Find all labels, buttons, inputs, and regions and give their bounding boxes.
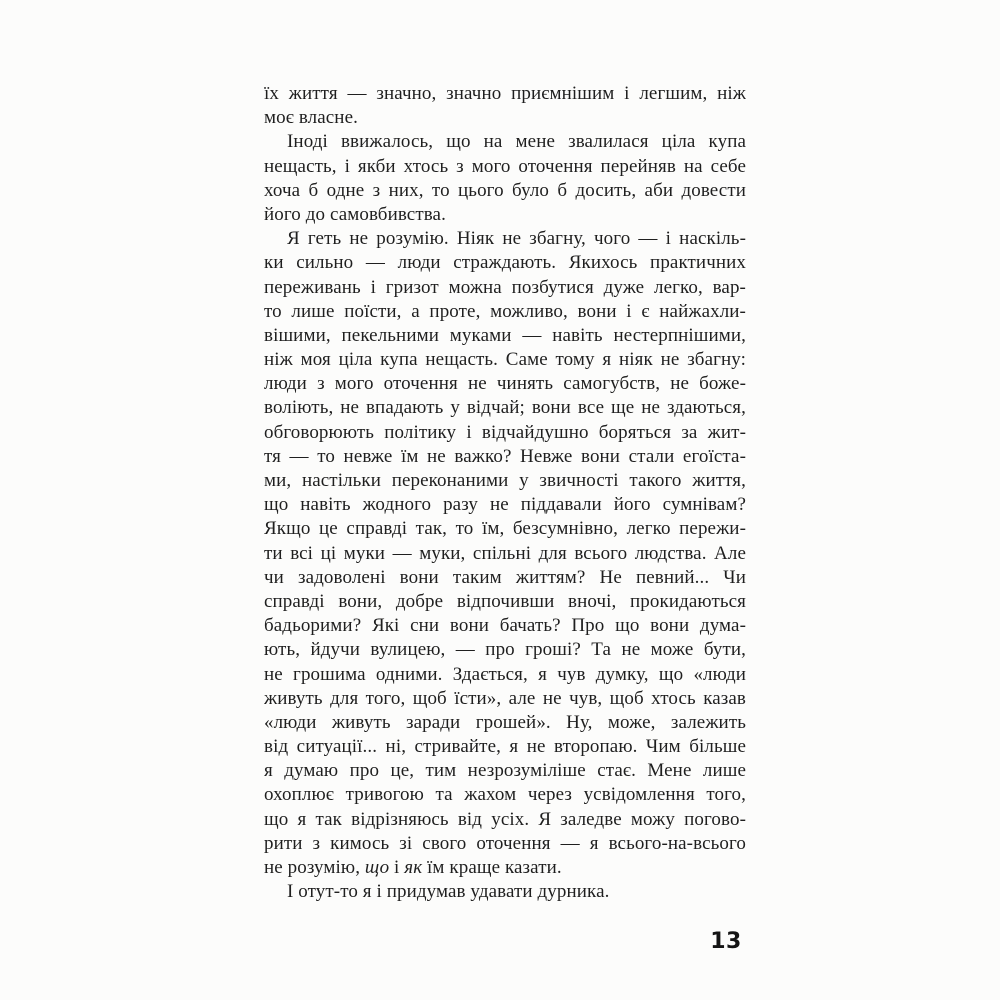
text-line: ніж моя ціла купа нещасть. Саме тому я ніяк не збагну: — [264, 349, 746, 371]
text-line: хоча б одне з них, то цього було б досить, аби довести — [264, 179, 746, 201]
text-line: не грошима одними. Здається, я чув думку, що «люди — [264, 663, 746, 685]
text-line: ють, йдучи вулицею, — про гроші? Та не може бути, — [264, 639, 746, 661]
text-line: воліють, не впадають у відчай; вони все ще не здаються, — [264, 397, 746, 419]
text-line: моє власне. — [264, 107, 358, 129]
text-line: обговорюють політику і відчайдушно боряться за жит- — [264, 421, 746, 443]
text-line: вішими, пекельними муками — навіть нестерпнішими, — [264, 324, 746, 346]
italic-word: що — [364, 857, 390, 878]
text-line: тя — то невже їм не важко? Невже вони стали егоїста- — [264, 445, 746, 467]
line-segment: не розумію, — [264, 857, 365, 878]
text-line: ти всі ці муки — муки, спільні для всього людства. Але — [264, 542, 746, 564]
text-line: їх життя — значно, значно приємнішим і легшим, ніж — [264, 83, 746, 104]
text-line: від ситуації... ні, стривайте, я не второпаю. Чим більше — [264, 736, 746, 758]
page-text — [264, 82, 746, 904]
text-line: нещасть, і якби хтось з мого оточення перейняв на себе — [264, 155, 746, 177]
text-line: я думаю про це, тим незрозуміліше стає. Мене лише — [264, 760, 746, 782]
text-line: то лише поїсти, а проте, можливо, вони і є найжахли- — [264, 300, 746, 322]
text-line: що я так відрізняюсь від усіх. Я заледве можу погово- — [264, 808, 746, 830]
text-line: Іноді ввижалось, що на мене звалилася ціла купа — [287, 131, 746, 153]
text-line: Я геть не розумію. Ніяк не збагну, чого — і наскіль- — [287, 228, 746, 250]
text-line: ки сильно — люди страждають. Якихось практичних — [264, 252, 746, 274]
line-segment: їм краще казати. — [422, 857, 562, 878]
text-line: бадьорими? Які сни вони бачать? Про що вони дума- — [264, 615, 746, 637]
text-line: справді вони, добре відпочивши вночі, прокидаються — [264, 590, 746, 612]
italic-word: як — [404, 857, 423, 878]
text-line: охоплює тривогою та жахом через усвідомлення того, — [264, 784, 746, 806]
text-line: ми, настільки переконаними у звичності такого життя, — [264, 470, 746, 491]
text-line: люди з мого оточення не чинять самогубств, не боже- — [264, 373, 746, 395]
text-line: Якщо це справді так, то їм, безсумнівно, легко пережи- — [264, 518, 746, 540]
text-line: «люди живуть заради грошей». Ну, може, залежить — [264, 711, 746, 733]
text-line: живуть для того, щоб їсти», але не чув, щоб хтось казав — [264, 687, 746, 709]
text-line: його до самовбивства. — [264, 203, 446, 225]
text-line — [264, 856, 746, 880]
text-line: переживань і гризот можна позбутися дуже легко, вар- — [264, 276, 746, 298]
page-number: 13 — [710, 929, 742, 954]
line-segment: і — [389, 857, 405, 878]
text-line: чи задоволені вони таким життям? Не певний... Чи — [264, 566, 746, 588]
text-line: що навіть жодного разу не піддавали його сумнівам? — [264, 494, 746, 516]
text-line: І отут-то я і придумав удавати дурника. — [287, 881, 610, 903]
text-line: рити з кимось зі свого оточення — я всього-на-всього — [264, 832, 746, 854]
